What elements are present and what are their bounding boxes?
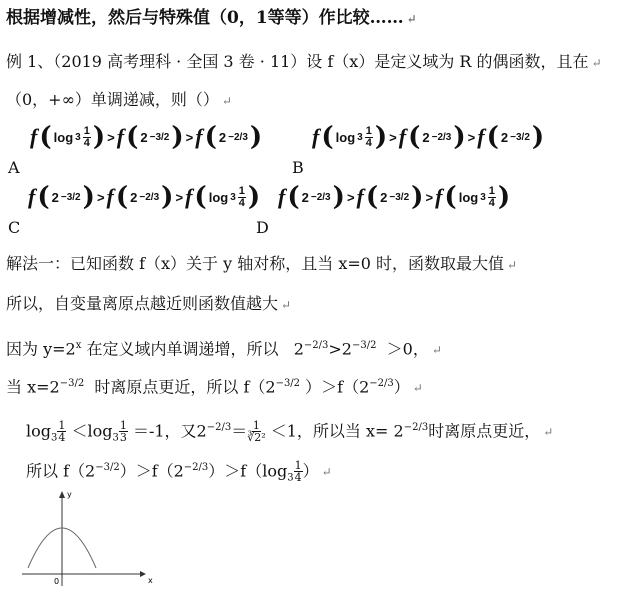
y-axis-label: y: [67, 490, 72, 499]
option-c-expression: f ( 2 −3/2 ) > f ( 2 −2/3 ) > f ( log 3 $\frac{1}{4}$ ): [28, 182, 261, 212]
example-line-2: （0，+∞）单调递减，则（） ↵: [6, 90, 232, 109]
origin-label: 0: [54, 577, 60, 586]
option-b-expression: f ( log 3 $\frac{1}{4}$ ) > f ( 2 −2/3 ) > f ( 2 −3/2 ): [312, 122, 545, 152]
solution-line-5: $\log_3$ $\frac{1}{4}$ $<\log_3$ $\frac{1}{3}$ ＝-1，又$2^{-2/3}=$ $\frac{1}{\text{∛2²}}$ ＜1，所以当 $x= 2^{-2/3}$时离原点更近， ↵: [26, 419, 554, 445]
option-b-label: B: [292, 158, 304, 177]
return-mark: ↵: [406, 12, 417, 26]
solution-line-2: 所以，自变量离原点越近则函数值越大 ↵: [6, 294, 292, 313]
option-a-expression: f ( log 3 $\frac{1}{4}$ ) > f ( 2 −3/2 ) > f ( 2 −2/3 ): [30, 122, 263, 152]
y-axis-arrow: [59, 491, 65, 498]
option-d-expression: f ( 2 −2/3 ) > f ( 2 −3/2 ) > f ( log 3 $\frac{1}{4}$ ): [278, 182, 511, 212]
parabola-graph: [20, 488, 153, 588]
x-axis-arrow: [140, 571, 146, 577]
option-d-label: D: [256, 218, 269, 237]
solution-line-1: 解法一：已知函数 f（x）关于 y 轴对称，且当 x=0 时，函数取最大值 ↵: [6, 254, 518, 273]
heading: 根据增减性，然后与特殊值（0，1等等）作比较…… ↵: [6, 8, 417, 28]
option-c-label: C: [8, 218, 21, 237]
solution-line-4: 当 $x=2^{-3/2}$ 时离原点更近，所以 $f(2^{-3/2}$ ）$>f(2^{-2/3})$ ↵: [6, 377, 423, 397]
example-line-1: 例 1、（2019 高考理科 · 全国 3 卷 · 11）设 f（x）是定义域为 R 的偶函数，且在 ↵: [6, 52, 602, 71]
solution-line-3: 因为 $y=2^x$ 在定义域内单调递增，所以 $2^{-2/3}>2^{-3/2} >0$， ↵: [6, 339, 442, 359]
x-axis-label: x: [148, 576, 153, 585]
solution-line-6: 所以 $f(2^{-3/2})>f(2^{-2/3})>f(\log_3$ $\frac{1}{4}$ ） ↵: [26, 459, 332, 485]
option-a-label: A: [8, 158, 20, 177]
